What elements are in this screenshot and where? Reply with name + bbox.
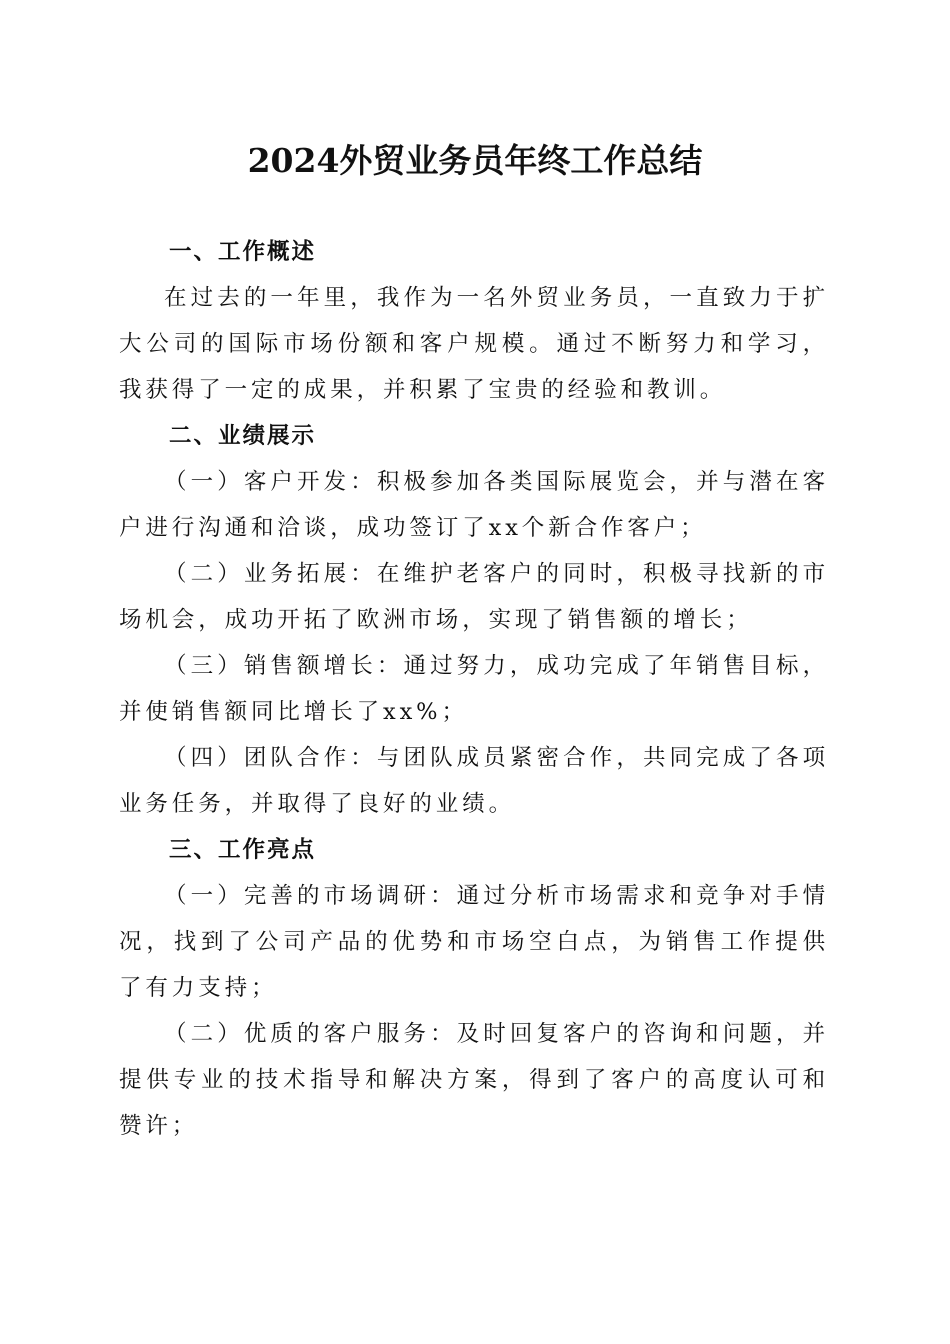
document-title: 2024外贸业务员年终工作总结	[247, 141, 703, 180]
section-heading-highlights: 三、工作亮点	[169, 837, 317, 863]
section-heading-performance: 二、业绩展示	[169, 423, 317, 449]
paragraph-market-research: （一）完善的市场调研：通过分析市场需求和竞争对手情况，找到了公司产品的优势和市场空白点，为销售工作提供了有力支持；	[119, 883, 829, 1001]
paragraph-business-expansion: （二）业务拓展：在维护老客户的同时，积极寻找新的市场机会，成功开拓了欧洲市场，实现了销售额的增长；	[119, 561, 829, 633]
document-body	[119, 229, 829, 1149]
paragraph-customer-development: （一）客户开发：积极参加各类国际展览会，并与潜在客户进行沟通和洽谈，成功签订了xx个新合作客户；	[119, 469, 829, 541]
paragraph-teamwork: （四）团队合作：与团队成员紧密合作，共同完成了各项业务任务，并取得了良好的业绩。	[119, 745, 829, 817]
paragraph-overview: 在过去的一年里，我作为一名外贸业务员，一直致力于扩大公司的国际市场份额和客户规模。通过不断努力和学习，我获得了一定的成果，并积累了宝贵的经验和教训。	[119, 285, 829, 403]
section-heading-overview: 一、工作概述	[169, 239, 317, 265]
paragraph-customer-service: （二）优质的客户服务：及时回复客户的咨询和问题，并提供专业的技术指导和解决方案，得到了客户的高度认可和赞许；	[119, 1021, 829, 1139]
paragraph-sales-growth: （三）销售额增长：通过努力，成功完成了年销售目标，并使销售额同比增长了xx%；	[119, 653, 829, 725]
